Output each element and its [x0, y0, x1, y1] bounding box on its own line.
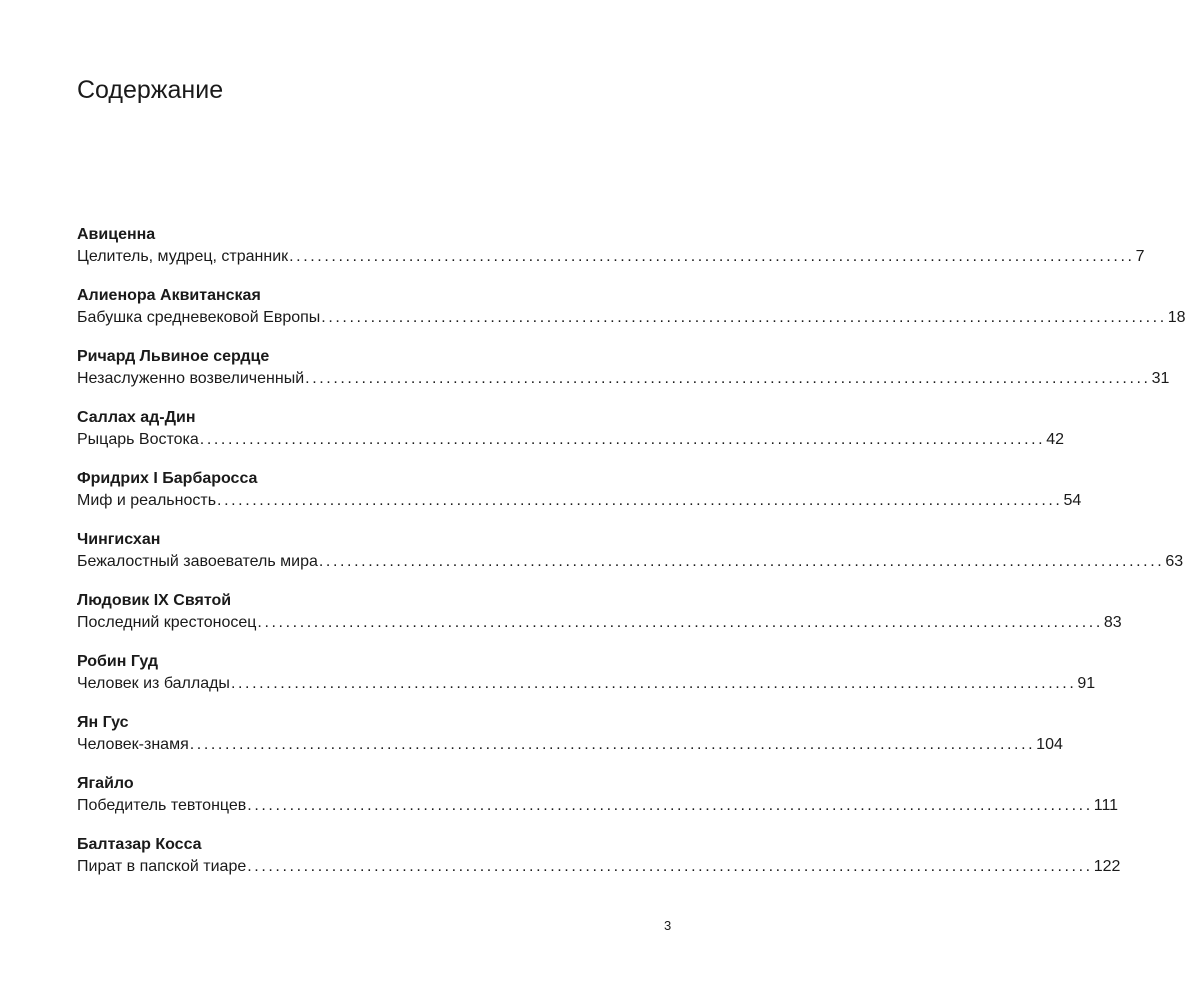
toc-entry-name: Фридрих I Барбаросса: [77, 470, 258, 487]
toc-entry: [77, 346, 1170, 407]
page-title: Содержание: [77, 76, 224, 104]
toc-entry-page: 54: [1063, 492, 1082, 509]
toc-entry-subtitle: Человек из баллады: [77, 675, 230, 692]
toc-entry-line: [77, 307, 1186, 329]
table-of-contents: [77, 224, 1186, 895]
toc-entry: [77, 651, 1096, 712]
dot-leader: ........................................................................................................................: [321, 309, 1167, 326]
toc-entry: [77, 468, 1082, 529]
toc-entry-line: [77, 490, 1082, 512]
toc-entry-line: [77, 246, 1145, 268]
toc-entry-line: [77, 551, 1184, 573]
toc-entry-subtitle: Последний крестоносец: [77, 614, 257, 631]
toc-entry-line: [77, 612, 1122, 634]
toc-entry-line: [77, 429, 1065, 451]
toc-entry-page: 42: [1046, 431, 1065, 448]
toc-entry: [77, 529, 1184, 590]
toc-entry-subtitle: Человек-знамя: [77, 736, 189, 753]
dot-leader: ........................................................................................................................: [217, 492, 1063, 509]
toc-entry: [77, 712, 1063, 773]
toc-entry-line: [77, 368, 1170, 390]
toc-entry-subtitle: Рыцарь Востока: [77, 431, 199, 448]
toc-entry-page: 104: [1036, 736, 1063, 753]
dot-leader: ........................................................................................................................: [257, 614, 1103, 631]
dot-leader: ........................................................................................................................: [199, 431, 1046, 448]
toc-entry-subtitle: Бежалостный завоеватель мира: [77, 553, 318, 570]
page-number: 3: [664, 918, 672, 933]
toc-entry-subtitle: Миф и реальность: [77, 492, 217, 509]
toc-entry-page: 7: [1135, 248, 1145, 265]
toc-entry-line: [77, 734, 1063, 756]
dot-leader: ........................................................................................................................: [247, 797, 1093, 814]
dot-leader: ........................................................................................................................: [189, 736, 1036, 753]
toc-entry: [77, 773, 1119, 834]
dot-leader: ........................................................................................................................: [318, 553, 1165, 570]
dot-leader: ........................................................................................................................: [305, 370, 1151, 387]
toc-entry-name: Балтазар Косса: [77, 836, 202, 853]
toc-entry-page: 63: [1165, 553, 1184, 570]
toc-entry: [77, 285, 1186, 346]
toc-entry-line: [77, 795, 1119, 817]
toc-entry: [77, 224, 1145, 285]
toc-entry-subtitle: Победитель тевтонцев: [77, 797, 247, 814]
toc-entry: [77, 834, 1121, 895]
toc-entry-page: 111: [1093, 797, 1119, 814]
dot-leader: ........................................................................................................................: [247, 858, 1093, 875]
toc-entry-name: Ян Гус: [77, 714, 129, 731]
toc-entry: [77, 590, 1122, 651]
toc-entry-name: Алиенора Аквитанская: [77, 287, 261, 304]
toc-entry-line: [77, 673, 1096, 695]
toc-entry-name: Ягайло: [77, 775, 134, 792]
toc-entry-page: 83: [1103, 614, 1122, 631]
toc-entry-page: 91: [1077, 675, 1096, 692]
toc-entry: [77, 407, 1065, 468]
toc-entry-name: Людовик IX Святой: [77, 592, 232, 609]
dot-leader: ........................................................................................................................: [230, 675, 1077, 692]
toc-entry-page: 31: [1151, 370, 1170, 387]
toc-entry-subtitle: Пират в папской тиаре: [77, 858, 247, 875]
toc-entry-page: 122: [1093, 858, 1121, 875]
toc-entry-subtitle: Целитель, мудрец, странник: [77, 248, 289, 265]
toc-entry-name: Робин Гуд: [77, 653, 158, 670]
toc-entry-subtitle: Бабушка средневековой Европы: [77, 309, 321, 326]
toc-entry-subtitle: Незаслуженно возвеличенный: [77, 370, 305, 387]
toc-entry-name: Ричард Львиное сердце: [77, 348, 270, 365]
toc-entry-page: 18: [1167, 309, 1186, 326]
dot-leader: ........................................................................................................................: [289, 248, 1135, 265]
toc-entry-name: Авиценна: [77, 226, 156, 243]
toc-entry-name: Саллах ад-Дин: [77, 409, 196, 426]
toc-entry-name: Чингисхан: [77, 531, 161, 548]
toc-entry-line: [77, 856, 1121, 878]
